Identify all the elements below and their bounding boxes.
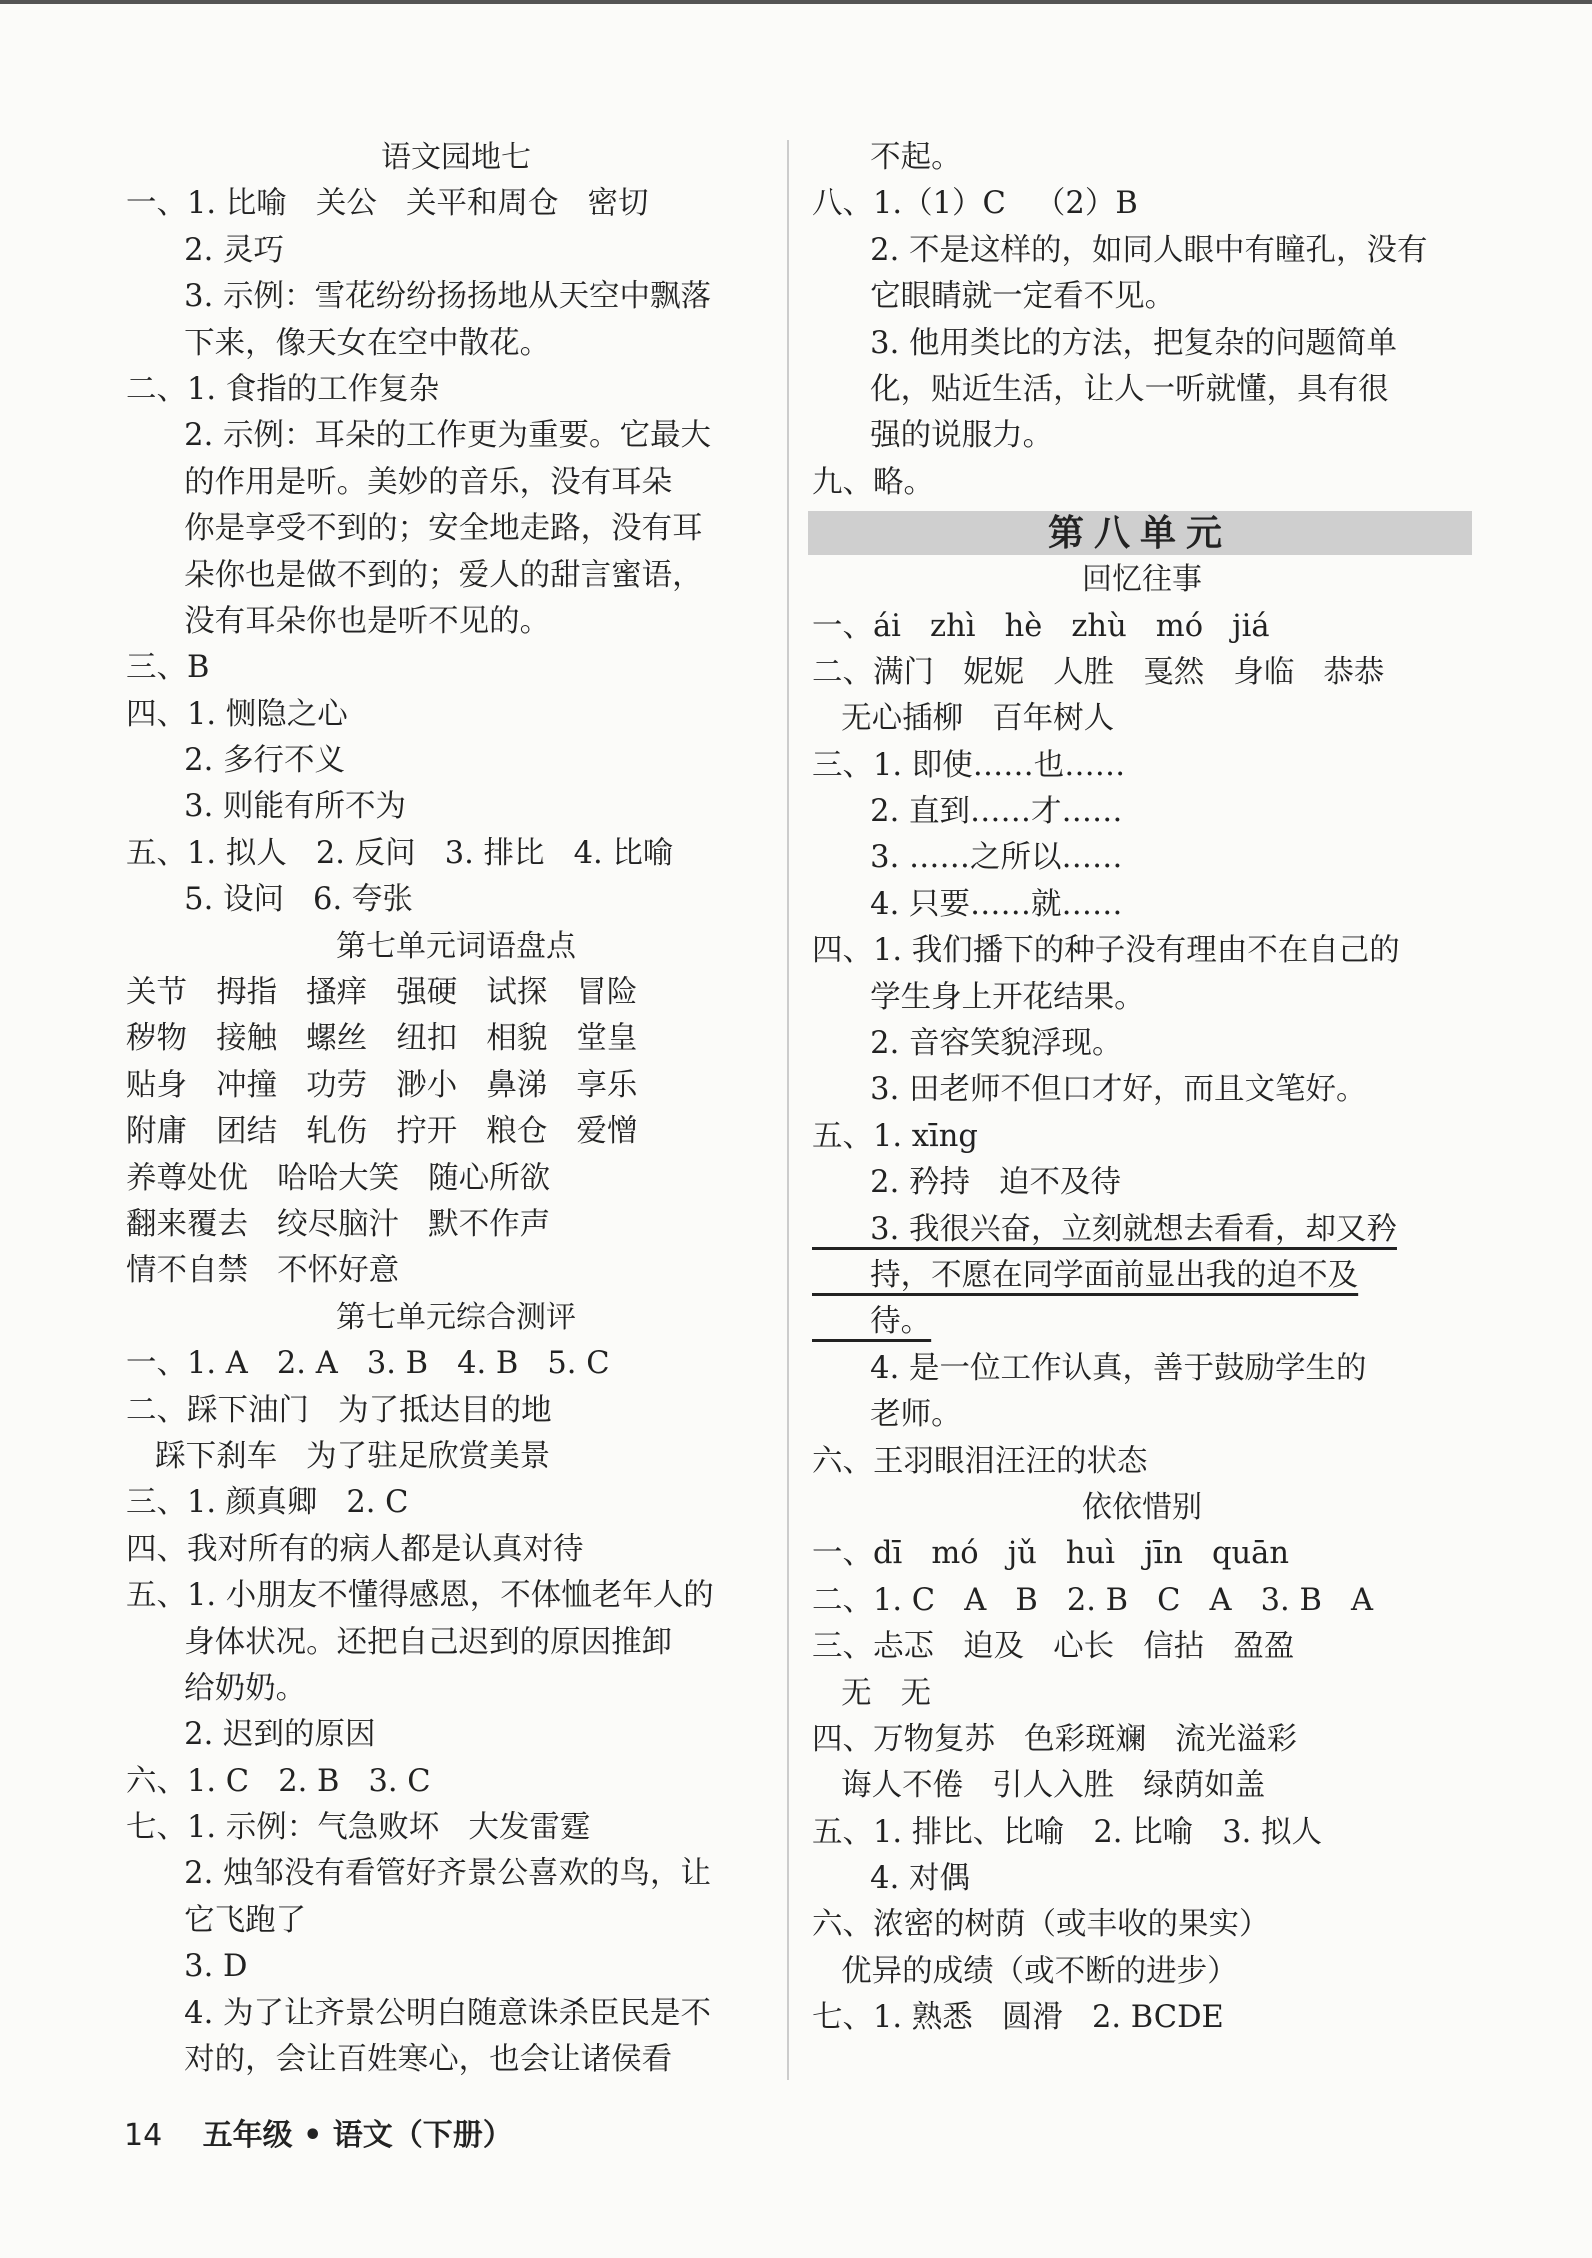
section-heading bbox=[126, 1295, 786, 1341]
line-text: 的作用是听。美妙的音乐，没有耳朵 bbox=[126, 464, 673, 500]
answer-line bbox=[812, 882, 1472, 928]
answer-line bbox=[812, 1531, 1472, 1577]
line-text: 三、1. 即使……也…… bbox=[812, 747, 1126, 783]
answer-line bbox=[812, 367, 1472, 413]
answer-line bbox=[812, 696, 1472, 742]
line-text: 3. 示例：雪花纷纷扬扬地从天空中飘落 bbox=[126, 279, 711, 315]
answer-line bbox=[812, 460, 1472, 506]
line-text: 2. 矜持 迫不及待 bbox=[812, 1165, 1122, 1201]
line-text: 4. 对偶 bbox=[812, 1861, 970, 1897]
answer-line bbox=[126, 1109, 786, 1155]
answer-line bbox=[812, 135, 1472, 181]
line-text: 情不自禁 不怀好意 bbox=[126, 1253, 400, 1289]
answer-line bbox=[812, 228, 1472, 274]
answer-line bbox=[126, 1341, 786, 1387]
answer-line bbox=[126, 181, 786, 227]
answer-line bbox=[812, 321, 1472, 367]
line-text: 踩下刹车 为了驻足欣赏美景 bbox=[126, 1438, 551, 1474]
line-text: 关节 拇指 搔痒 强硬 试探 冒险 bbox=[126, 975, 638, 1011]
answer-line bbox=[812, 743, 1472, 789]
answer-line bbox=[812, 1810, 1472, 1856]
answer-line bbox=[812, 650, 1472, 696]
line-text: 依依惜别 bbox=[1082, 1489, 1202, 1525]
answer-line bbox=[812, 1995, 1472, 2041]
answer-line bbox=[812, 274, 1472, 320]
line-text: 待。 bbox=[812, 1304, 932, 1340]
answer-line bbox=[812, 1067, 1472, 1113]
line-text: 2. 烛邹没有看管好齐景公喜欢的鸟，让 bbox=[126, 1856, 711, 1892]
answer-line bbox=[126, 1991, 786, 2037]
line-text: 四、1. 我们播下的种子没有理由不在自己的 bbox=[812, 933, 1400, 969]
answer-line bbox=[126, 1527, 786, 1573]
answer-line bbox=[812, 1021, 1472, 1067]
line-text: 二、踩下油门 为了抵达目的地 bbox=[126, 1392, 552, 1428]
line-text: 不起。 bbox=[812, 140, 962, 175]
line-text: 2. 迟到的原因 bbox=[126, 1717, 376, 1753]
line-text: 朵你也是做不到的；爱人的甜言蜜语， bbox=[126, 557, 703, 593]
answer-line bbox=[126, 1480, 786, 1526]
line-text: 强的说服力。 bbox=[812, 418, 1054, 454]
answer-line bbox=[812, 1902, 1472, 1948]
answer-line bbox=[812, 1160, 1472, 1206]
answer-line bbox=[126, 1202, 786, 1248]
line-text: 一、1. 比喻 关公 关平和周仓 密切 bbox=[126, 186, 649, 222]
right-column bbox=[812, 135, 1472, 2042]
line-text: 诲人不倦 引人入胜 绿荫如盖 bbox=[812, 1768, 1266, 1804]
answer-line-underlined bbox=[812, 1253, 1472, 1299]
line-text: 5. 设问 6. 夸张 bbox=[126, 882, 413, 918]
answer-line bbox=[812, 1763, 1472, 1809]
line-text: 4. 只要……就…… bbox=[812, 886, 1123, 922]
answer-line bbox=[126, 1805, 786, 1851]
answer-line bbox=[812, 1949, 1472, 1995]
answer-line-underlined bbox=[812, 1207, 1472, 1253]
section-heading bbox=[126, 924, 786, 970]
left-column bbox=[126, 135, 786, 2083]
answer-line bbox=[812, 1346, 1472, 1392]
line-text: 下来，像天女在空中散花。 bbox=[126, 325, 551, 361]
line-text: 七、1. 熟悉 圆滑 2. BCDE bbox=[812, 2000, 1224, 2036]
answer-line bbox=[126, 506, 786, 552]
answer-line bbox=[812, 1439, 1472, 1485]
line-text: 4. 是一位工作认真，善于鼓励学生的 bbox=[812, 1350, 1367, 1386]
line-text: 六、浓密的树荫（或丰收的果实） bbox=[812, 1907, 1270, 1943]
line-text: 它飞跑了 bbox=[126, 1902, 307, 1938]
answer-line bbox=[126, 1851, 786, 1897]
answer-line bbox=[812, 413, 1472, 459]
answer-line bbox=[126, 1016, 786, 1062]
line-text: 二、满门 妮妮 人胜 戛然 身临 恭恭 bbox=[812, 654, 1385, 690]
line-text: 它眼睛就一定看不见。 bbox=[812, 279, 1176, 315]
answer-line bbox=[812, 1671, 1472, 1717]
answer-line bbox=[126, 553, 786, 599]
section-heading bbox=[126, 135, 786, 181]
answer-line bbox=[812, 835, 1472, 881]
answer-line bbox=[812, 604, 1472, 650]
answer-line bbox=[126, 1620, 786, 1666]
answer-line bbox=[126, 2037, 786, 2083]
answer-line bbox=[126, 1248, 786, 1294]
answer-line bbox=[126, 1666, 786, 1712]
answer-line bbox=[126, 1573, 786, 1619]
line-text: 附庸 团结 轧伤 拧开 粮仓 爱憎 bbox=[126, 1114, 638, 1150]
line-text: 一、dī mó jǔ huì jīn quān bbox=[812, 1536, 1289, 1572]
answer-line bbox=[812, 1624, 1472, 1670]
line-text: 九、略。 bbox=[812, 464, 934, 500]
answer-line bbox=[812, 1717, 1472, 1763]
answer-line bbox=[812, 928, 1472, 974]
answer-line bbox=[126, 413, 786, 459]
line-text: 给奶奶。 bbox=[126, 1670, 307, 1706]
line-text: 四、1. 恻隐之心 bbox=[126, 696, 348, 732]
line-text: 三、忐忑 迫及 心长 信拈 盈盈 bbox=[812, 1629, 1295, 1665]
answer-line bbox=[126, 228, 786, 274]
answer-line bbox=[126, 784, 786, 830]
answer-line bbox=[812, 1578, 1472, 1624]
answer-line bbox=[126, 831, 786, 877]
answer-line bbox=[126, 599, 786, 645]
answer-line bbox=[126, 321, 786, 367]
line-text: 3. 我很兴奋，立刻就想去看看，却又矜 bbox=[812, 1211, 1397, 1247]
line-text: 4. 为了让齐景公明白随意诛杀臣民是不 bbox=[126, 1995, 711, 2031]
answer-line bbox=[126, 970, 786, 1016]
line-text: 2. 灵巧 bbox=[126, 232, 284, 268]
line-text: 第八单元 bbox=[1047, 512, 1232, 555]
page-number: 14 bbox=[124, 2118, 163, 2153]
book-title: 五年级 • 语文（下册） bbox=[202, 2118, 513, 2153]
line-text: 三、B bbox=[126, 650, 210, 686]
answer-line bbox=[126, 1063, 786, 1109]
section-heading bbox=[812, 1485, 1472, 1531]
line-text: 五、1. 小朋友不懂得感恩，不体恤老年人的 bbox=[126, 1578, 714, 1614]
line-text: 老师。 bbox=[812, 1397, 962, 1433]
line-text: 第七单元词语盘点 bbox=[336, 928, 576, 964]
line-text: 3. 田老师不但口才好，而且文笔好。 bbox=[812, 1072, 1367, 1108]
line-text: 2. 不是这样的，如同人眼中有瞳孔，没有 bbox=[812, 232, 1428, 268]
line-text: 二、1. 食指的工作复杂 bbox=[126, 371, 440, 407]
line-text: 贴身 冲撞 功劳 渺小 鼻涕 享乐 bbox=[126, 1067, 638, 1103]
answer-line bbox=[126, 1759, 786, 1805]
line-text: 没有耳朵你也是听不见的。 bbox=[126, 603, 551, 639]
line-text: 3. ……之所以…… bbox=[812, 840, 1123, 876]
line-text: 三、1. 颜真卿 2. C bbox=[126, 1485, 409, 1521]
line-text: 四、我对所有的病人都是认真对待 bbox=[126, 1531, 584, 1567]
top-rule bbox=[0, 0, 1592, 4]
line-text: 学生身上开花结果。 bbox=[812, 979, 1145, 1015]
line-text: 2. 示例：耳朵的工作更为重要。它最大 bbox=[126, 418, 711, 454]
unit-title-bar bbox=[808, 511, 1472, 555]
line-text: 翻来覆去 绞尽脑汁 默不作声 bbox=[126, 1206, 551, 1242]
line-text: 四、万物复苏 色彩斑斓 流光溢彩 bbox=[812, 1721, 1298, 1757]
answer-line bbox=[812, 1114, 1472, 1160]
answer-line bbox=[812, 789, 1472, 835]
line-text: 身体状况。还把自己迟到的原因推卸 bbox=[126, 1624, 673, 1660]
line-text: 二、1. C A B 2. B C A 3. B A bbox=[812, 1582, 1373, 1618]
line-text: 八、1.（1）C （2）B bbox=[812, 186, 1138, 222]
line-text: 无心插柳 百年树人 bbox=[812, 701, 1115, 737]
answer-line bbox=[812, 1392, 1472, 1438]
line-text: 六、王羽眼泪汪汪的状态 bbox=[812, 1443, 1148, 1479]
answer-line-underlined bbox=[812, 1299, 1472, 1345]
answer-line bbox=[812, 975, 1472, 1021]
line-text: 3. 他用类比的方法，把复杂的问题简单 bbox=[812, 325, 1397, 361]
answer-line bbox=[812, 1856, 1472, 1902]
answer-line bbox=[126, 645, 786, 691]
line-text: 五、1. 拟人 2. 反问 3. 排比 4. 比喻 bbox=[126, 835, 674, 871]
line-text: 2. 直到……才…… bbox=[812, 794, 1123, 830]
line-text: 五、1. xīng bbox=[812, 1118, 978, 1154]
line-text: 一、ái zhì hè zhù mó jiá bbox=[812, 608, 1270, 644]
answer-line bbox=[126, 1434, 786, 1480]
line-text: 回忆往事 bbox=[1082, 562, 1202, 598]
answer-line bbox=[126, 1712, 786, 1758]
answer-line bbox=[126, 738, 786, 784]
line-text: 3. D bbox=[126, 1949, 248, 1985]
section-heading bbox=[812, 557, 1472, 603]
line-text: 你是享受不到的；安全地走路，没有耳 bbox=[126, 511, 703, 547]
line-text: 化，贴近生活，让人一听就懂，具有很 bbox=[812, 371, 1389, 407]
line-text: 养尊处优 哈哈大笑 随心所欲 bbox=[126, 1160, 551, 1196]
answer-line bbox=[812, 181, 1472, 227]
line-text: 对的，会让百姓寒心，也会让诸侯看 bbox=[126, 2042, 673, 2078]
line-text: 2. 多行不义 bbox=[126, 743, 345, 779]
page-footer bbox=[124, 2110, 513, 2154]
line-text: 七、1. 示例：气急败坏 大发雷霆 bbox=[126, 1810, 591, 1846]
line-text: 3. 则能有所不为 bbox=[126, 789, 406, 825]
line-text: 六、1. C 2. B 3. C bbox=[126, 1763, 431, 1799]
answer-line bbox=[126, 460, 786, 506]
answer-line bbox=[126, 692, 786, 738]
column-divider bbox=[787, 140, 789, 2080]
line-text: 2. 音容笑貌浮现。 bbox=[812, 1026, 1123, 1062]
answer-line bbox=[126, 274, 786, 320]
line-text: 第七单元综合测评 bbox=[336, 1299, 576, 1335]
line-text: 秽物 接触 螺丝 纽扣 相貌 堂皇 bbox=[126, 1021, 638, 1057]
answer-line bbox=[126, 1388, 786, 1434]
line-text: 优异的成绩（或不断的进步） bbox=[812, 1953, 1238, 1989]
answer-line bbox=[126, 1156, 786, 1202]
answer-line bbox=[126, 367, 786, 413]
answer-line bbox=[126, 877, 786, 923]
line-text: 持，不愿在同学面前显出我的迫不及 bbox=[812, 1257, 1359, 1293]
line-text: 语文园地七 bbox=[381, 140, 531, 175]
answer-line bbox=[126, 1944, 786, 1990]
line-text: 一、1. A 2. A 3. B 4. B 5. C bbox=[126, 1346, 610, 1382]
line-text: 五、1. 排比、比喻 2. 比喻 3. 拟人 bbox=[812, 1814, 1323, 1850]
answer-line bbox=[126, 1898, 786, 1944]
line-text: 无 无 bbox=[812, 1675, 932, 1711]
